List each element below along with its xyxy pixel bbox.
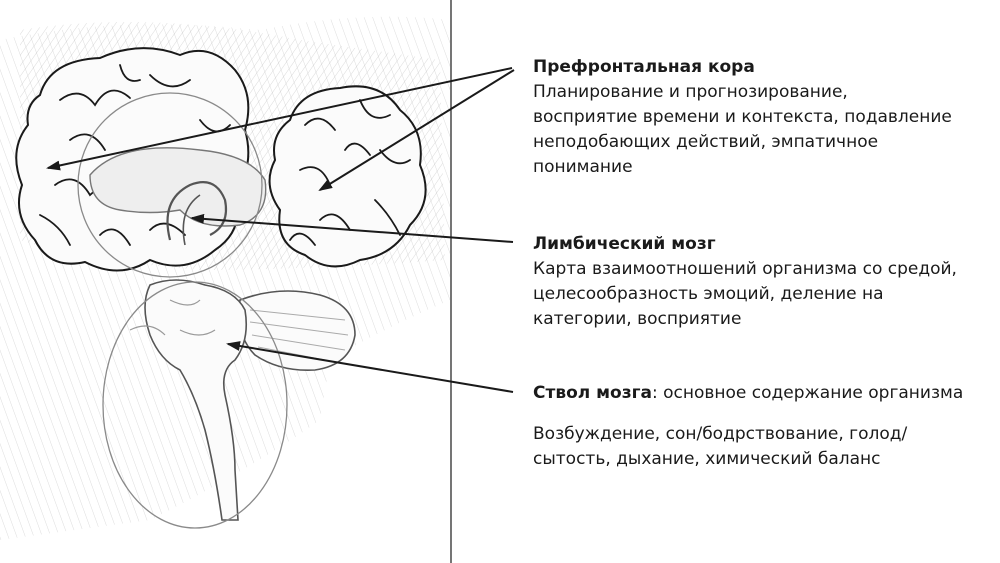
brainstem-desc-line: Возбуждение, сон/бодрствование, голод/ <box>533 424 908 444</box>
limbic-label <box>533 232 983 332</box>
brainstem-subtitle: : основное содержание организма <box>651 383 964 403</box>
limbic-title: Лимбический мозг <box>533 234 716 254</box>
brainstem-desc-line: сытость, дыхание, химический баланс <box>533 449 881 469</box>
prefrontal-desc-line: понимание <box>533 157 633 177</box>
limbic-desc-line: категории, восприятие <box>533 309 742 329</box>
limbic-desc-line: Карта взаимоотношений организма со средой, <box>533 259 957 279</box>
prefrontal-desc-line: Планирование и прогнозирование, <box>533 82 848 102</box>
prefrontal-title: Префронтальная кора <box>533 57 755 77</box>
brainstem-title: Ствол мозга <box>533 383 652 403</box>
prefrontal-desc-line: неподобающих действий, эмпатичное <box>533 132 879 152</box>
prefrontal-label <box>533 55 983 180</box>
brainstem-label <box>533 381 983 472</box>
prefrontal-desc-line: восприятие времени и контекста, подавление <box>533 107 952 127</box>
limbic-desc-line: целесообразность эмоций, деление на <box>533 284 884 304</box>
